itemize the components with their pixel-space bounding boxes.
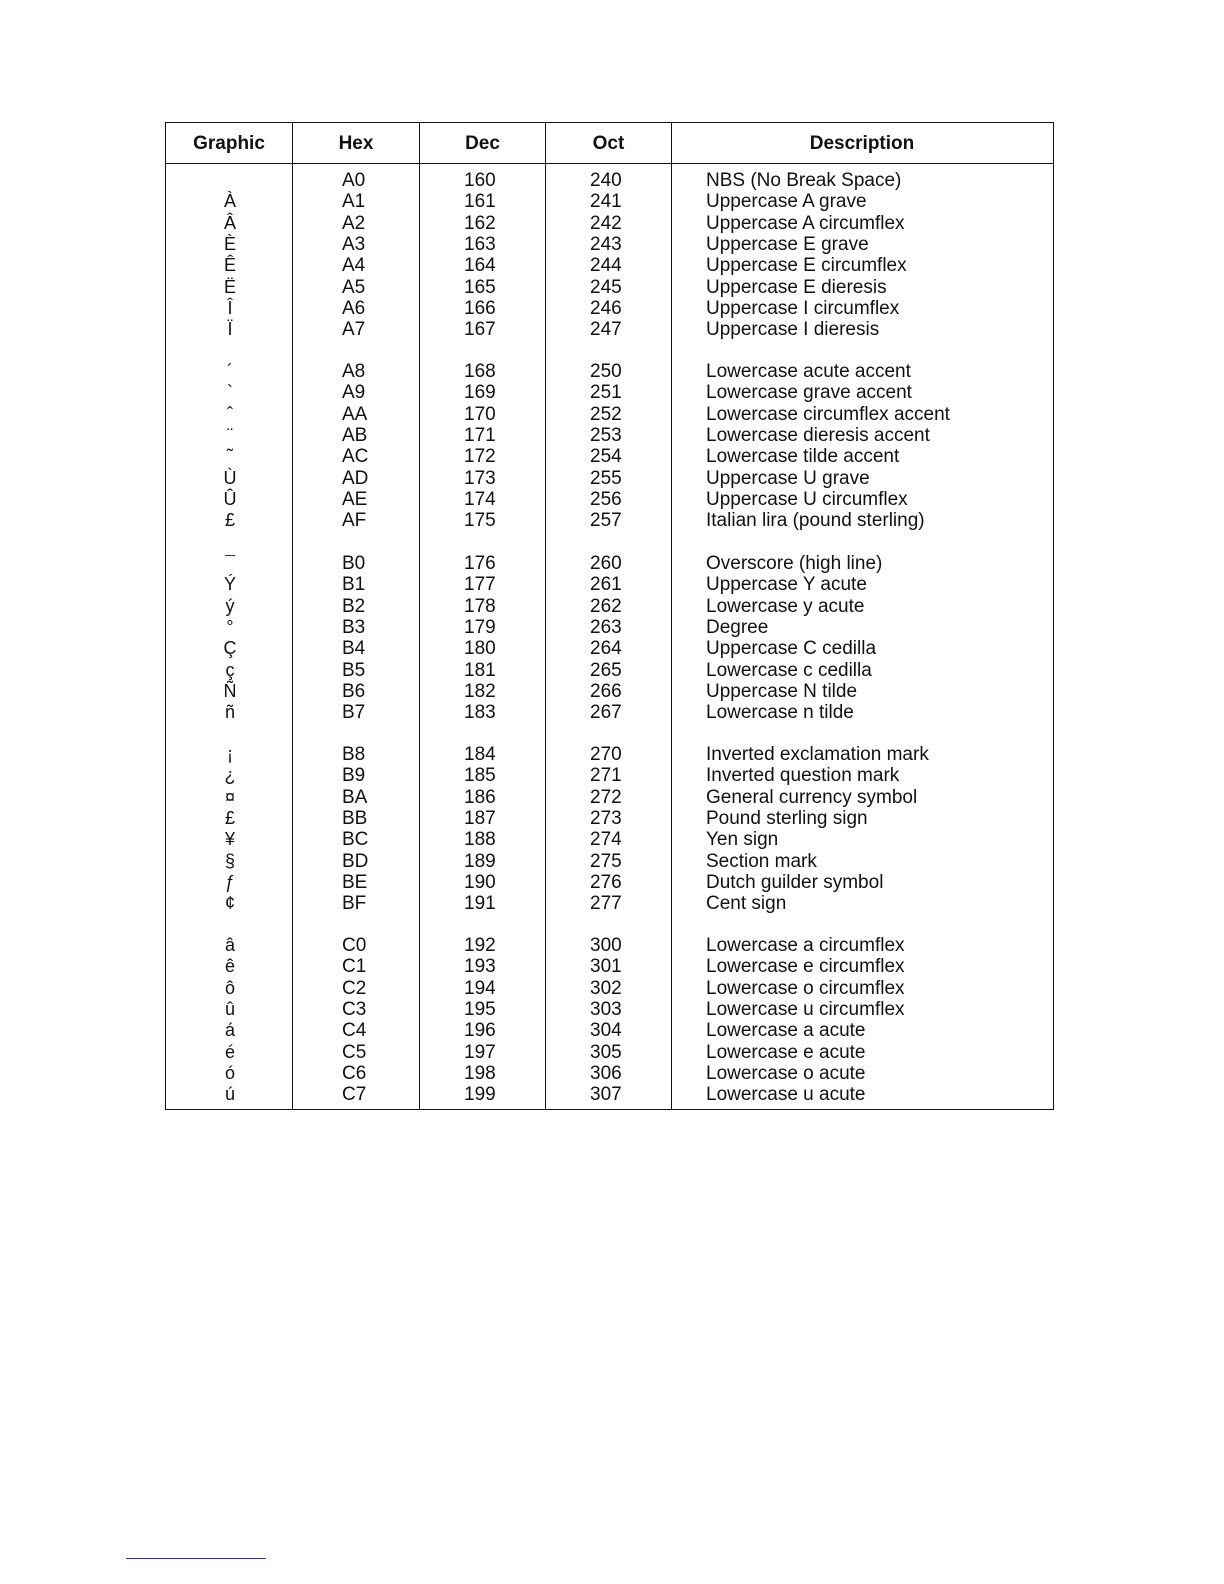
char-graphic: ´ bbox=[227, 361, 233, 381]
cell-dec: 170 bbox=[464, 403, 496, 425]
cell-description: Pound sterling sign bbox=[706, 807, 868, 829]
cell-description: Lowercase c cedilla bbox=[706, 659, 872, 681]
cell-dec: 174 bbox=[464, 488, 496, 510]
cell-description: Inverted exclamation mark bbox=[706, 744, 929, 765]
table-row bbox=[166, 999, 1052, 1020]
cell-dec: 175 bbox=[464, 510, 496, 532]
table-row bbox=[166, 596, 1052, 617]
cell-oct: 243 bbox=[590, 233, 622, 255]
cell-dec: 163 bbox=[464, 233, 496, 255]
cell-oct: 270 bbox=[590, 744, 622, 765]
cell-oct: 253 bbox=[590, 424, 622, 446]
char-graphic: Ï bbox=[227, 319, 233, 340]
cell-dec: 197 bbox=[464, 1041, 496, 1063]
char-graphic: ¯ bbox=[225, 553, 235, 573]
cell-description: Degree bbox=[706, 616, 769, 638]
cell-hex: B5 bbox=[342, 659, 366, 681]
char-graphic: È bbox=[223, 233, 236, 254]
cell-oct: 245 bbox=[590, 276, 622, 298]
cell-description: Uppercase N tilde bbox=[706, 680, 858, 702]
cell-hex: A8 bbox=[342, 361, 366, 382]
cell-oct: 302 bbox=[590, 977, 622, 999]
cell-description: Inverted question mark bbox=[706, 765, 900, 787]
cell-description: Lowercase tilde accent bbox=[706, 446, 900, 468]
cell-description: Uppercase U grave bbox=[706, 467, 870, 489]
cell-dec: 191 bbox=[464, 893, 496, 915]
cell-description: Lowercase n tilde bbox=[706, 702, 854, 724]
cell-oct: 241 bbox=[590, 191, 622, 213]
char-graphic: Ê bbox=[223, 255, 236, 276]
cell-hex: A1 bbox=[342, 191, 366, 213]
cell-oct: 304 bbox=[590, 1020, 622, 1042]
cell-description: Lowercase y acute bbox=[706, 595, 865, 617]
cell-description: Uppercase I dieresis bbox=[706, 319, 880, 341]
cell-oct: 265 bbox=[590, 659, 622, 681]
cell-dec: 190 bbox=[464, 871, 496, 893]
cell-oct: 275 bbox=[590, 850, 622, 872]
cell-hex: C7 bbox=[342, 1084, 367, 1106]
header-dec: Dec bbox=[465, 133, 500, 154]
cell-hex: AA bbox=[342, 403, 368, 425]
cell-description: Lowercase a acute bbox=[706, 1020, 866, 1042]
cell-hex: B3 bbox=[342, 616, 366, 638]
cell-hex: B4 bbox=[342, 638, 366, 660]
cell-oct: 277 bbox=[590, 893, 622, 915]
cell-dec: 177 bbox=[464, 574, 496, 596]
table-row bbox=[166, 425, 1052, 446]
cell-hex: BF bbox=[342, 893, 367, 915]
char-graphic: Ù bbox=[223, 467, 237, 488]
cell-dec: 161 bbox=[464, 191, 496, 213]
table-row bbox=[166, 681, 1052, 702]
cell-dec: 195 bbox=[464, 998, 496, 1020]
char-graphic: â bbox=[224, 935, 235, 955]
cell-dec: 171 bbox=[464, 424, 496, 446]
cell-dec: 168 bbox=[464, 361, 496, 382]
char-graphic: Î bbox=[227, 297, 233, 318]
cell-dec: 193 bbox=[464, 956, 496, 978]
cell-description: Uppercase E dieresis bbox=[706, 276, 887, 298]
char-graphic: ƒ bbox=[224, 871, 235, 892]
char-graphic: ° bbox=[226, 616, 234, 637]
table-row bbox=[166, 234, 1052, 255]
table-row bbox=[166, 956, 1052, 977]
char-graphic: ` bbox=[227, 382, 233, 403]
cell-hex: C6 bbox=[342, 1062, 367, 1084]
char-graphic: ¨ bbox=[227, 424, 233, 445]
cell-description: Uppercase E grave bbox=[706, 233, 869, 255]
cell-description: Uppercase A circumflex bbox=[706, 212, 905, 234]
cell-hex: B8 bbox=[342, 744, 366, 765]
cell-description: NBS (No Break Space) bbox=[706, 170, 902, 191]
cell-hex: BC bbox=[342, 829, 369, 851]
cell-description: Overscore (high line) bbox=[706, 553, 883, 574]
cell-dec: 166 bbox=[464, 297, 496, 319]
char-graphic: ú bbox=[224, 1084, 235, 1105]
cell-hex: B7 bbox=[342, 702, 366, 724]
cell-dec: 169 bbox=[464, 382, 496, 404]
cell-oct: 303 bbox=[590, 998, 622, 1020]
cell-dec: 162 bbox=[464, 212, 496, 234]
cell-dec: 165 bbox=[464, 276, 496, 298]
table-row bbox=[166, 361, 1052, 382]
cell-dec: 188 bbox=[464, 829, 496, 851]
char-graphic: ñ bbox=[224, 702, 235, 723]
table-row bbox=[166, 638, 1052, 659]
cell-oct: 307 bbox=[590, 1084, 622, 1106]
cell-hex: C4 bbox=[342, 1020, 367, 1042]
char-graphic: Ë bbox=[223, 276, 236, 297]
table-row bbox=[166, 277, 1052, 298]
char-graphic: Û bbox=[223, 488, 237, 509]
cell-hex: BE bbox=[342, 871, 368, 893]
cell-dec: 186 bbox=[464, 786, 496, 808]
cell-description: Lowercase o circumflex bbox=[706, 977, 905, 999]
table-row bbox=[166, 978, 1052, 999]
char-graphic: § bbox=[224, 850, 235, 871]
cell-hex: AE bbox=[342, 488, 368, 510]
char-graphic: ¡ bbox=[227, 744, 233, 764]
cell-description: Lowercase u circumflex bbox=[706, 998, 905, 1020]
cell-oct: 257 bbox=[590, 510, 622, 532]
char-graphic: é bbox=[224, 1041, 235, 1062]
cell-oct: 252 bbox=[590, 403, 622, 425]
cell-hex: B2 bbox=[342, 595, 366, 617]
cell-dec: 172 bbox=[464, 446, 496, 468]
cell-oct: 240 bbox=[590, 170, 622, 191]
table-row bbox=[166, 446, 1052, 467]
header-hex: Hex bbox=[338, 133, 374, 154]
cell-hex: BD bbox=[342, 850, 369, 872]
cell-hex: AC bbox=[342, 446, 369, 468]
cell-oct: 272 bbox=[590, 786, 622, 808]
table-row bbox=[166, 808, 1052, 829]
cell-dec: 178 bbox=[464, 595, 496, 617]
cell-oct: 274 bbox=[590, 829, 622, 851]
char-graphic: Ý bbox=[223, 574, 236, 595]
cell-description: Lowercase dieresis accent bbox=[706, 424, 930, 446]
cell-hex: C0 bbox=[342, 935, 367, 956]
cell-dec: 176 bbox=[464, 553, 496, 574]
cell-description: Uppercase I circumflex bbox=[706, 297, 900, 319]
char-graphic: ç bbox=[225, 659, 235, 680]
cell-oct: 247 bbox=[590, 319, 622, 341]
cell-hex: A9 bbox=[342, 382, 366, 404]
cell-oct: 246 bbox=[590, 297, 622, 319]
cell-description: Uppercase U circumflex bbox=[706, 488, 908, 510]
table-row bbox=[166, 1084, 1052, 1105]
table-row bbox=[166, 1020, 1052, 1041]
cell-description: Section mark bbox=[706, 850, 817, 872]
char-graphic: ¤ bbox=[224, 786, 235, 807]
cell-dec: 194 bbox=[464, 977, 496, 999]
cell-dec: 189 bbox=[464, 850, 496, 872]
cell-dec: 173 bbox=[464, 467, 496, 489]
char-graphic: á bbox=[224, 1020, 235, 1041]
cell-description: Uppercase A grave bbox=[706, 191, 867, 213]
cell-dec: 196 bbox=[464, 1020, 496, 1042]
cell-hex: B9 bbox=[342, 765, 366, 787]
cell-oct: 254 bbox=[590, 446, 622, 468]
cell-hex: C2 bbox=[342, 977, 367, 999]
char-graphic: Ç bbox=[223, 638, 237, 659]
char-graphic: £ bbox=[224, 510, 235, 531]
cell-hex: B6 bbox=[342, 680, 366, 702]
cell-oct: 264 bbox=[590, 638, 622, 660]
cell-oct: 263 bbox=[590, 616, 622, 638]
cell-oct: 266 bbox=[590, 680, 622, 702]
cell-oct: 276 bbox=[590, 871, 622, 893]
cell-description: Lowercase circumflex accent bbox=[706, 403, 950, 425]
cell-oct: 305 bbox=[590, 1041, 622, 1063]
cell-dec: 160 bbox=[464, 170, 496, 191]
char-graphic: ¢ bbox=[224, 893, 235, 914]
table-row bbox=[166, 765, 1052, 786]
table-row bbox=[166, 574, 1052, 595]
cell-dec: 164 bbox=[464, 255, 496, 277]
cell-dec: 187 bbox=[464, 807, 496, 829]
char-graphic: ˆ bbox=[227, 403, 233, 424]
table-row bbox=[166, 510, 1052, 531]
cell-hex: BB bbox=[342, 807, 368, 829]
character-code-table bbox=[165, 122, 1054, 1110]
cell-dec: 192 bbox=[464, 935, 496, 956]
cell-dec: 179 bbox=[464, 616, 496, 638]
table-row bbox=[166, 298, 1052, 319]
header-graphic: Graphic bbox=[193, 133, 265, 154]
cell-oct: 255 bbox=[590, 467, 622, 489]
table-row bbox=[166, 617, 1052, 638]
cell-description: Lowercase e circumflex bbox=[706, 956, 905, 978]
cell-description: Uppercase C cedilla bbox=[706, 638, 877, 660]
header-oct: Oct bbox=[592, 133, 625, 154]
cell-description: Lowercase o acute bbox=[706, 1062, 866, 1084]
cell-dec: 184 bbox=[464, 744, 496, 765]
table-row bbox=[166, 213, 1052, 234]
cell-oct: 261 bbox=[590, 574, 622, 596]
cell-hex: A5 bbox=[342, 276, 366, 298]
cell-description: Yen sign bbox=[706, 829, 779, 851]
cell-dec: 182 bbox=[464, 680, 496, 702]
cell-oct: 267 bbox=[590, 702, 622, 724]
cell-hex: BA bbox=[342, 786, 368, 808]
cell-hex: B0 bbox=[342, 553, 366, 574]
cell-oct: 273 bbox=[590, 807, 622, 829]
table-row bbox=[166, 660, 1052, 681]
cell-description: Italian lira (pound sterling) bbox=[706, 510, 925, 532]
cell-oct: 251 bbox=[590, 382, 622, 404]
cell-oct: 250 bbox=[590, 361, 622, 382]
cell-hex: B1 bbox=[342, 574, 366, 596]
table-row bbox=[166, 787, 1052, 808]
cell-description: Lowercase u acute bbox=[706, 1084, 866, 1106]
cell-description: Lowercase acute accent bbox=[706, 361, 911, 382]
cell-oct: 262 bbox=[590, 595, 622, 617]
table-row bbox=[166, 1063, 1052, 1084]
cell-dec: 180 bbox=[464, 638, 496, 660]
char-graphic: Ñ bbox=[223, 680, 237, 701]
cell-hex: C1 bbox=[342, 956, 367, 978]
table-row bbox=[166, 935, 1052, 956]
cell-dec: 183 bbox=[464, 702, 496, 724]
cell-hex: AB bbox=[342, 424, 368, 446]
table-row bbox=[166, 851, 1052, 872]
cell-hex: A7 bbox=[342, 319, 366, 341]
table-row bbox=[166, 404, 1052, 425]
table-row bbox=[166, 1042, 1052, 1063]
table-row bbox=[166, 829, 1052, 850]
char-graphic: Â bbox=[223, 212, 236, 233]
char-graphic: ô bbox=[224, 977, 235, 998]
cell-oct: 301 bbox=[590, 956, 622, 978]
footer-rule bbox=[126, 1558, 266, 1559]
table-row bbox=[166, 489, 1052, 510]
char-graphic: À bbox=[223, 191, 236, 212]
cell-dec: 198 bbox=[464, 1062, 496, 1084]
cell-hex: A6 bbox=[342, 297, 366, 319]
table-row bbox=[166, 553, 1052, 574]
char-graphic: ê bbox=[224, 956, 235, 977]
header-description: Description bbox=[809, 133, 915, 154]
cell-description: General currency symbol bbox=[706, 786, 918, 808]
cell-oct: 271 bbox=[590, 765, 622, 787]
char-graphic: ¿ bbox=[224, 765, 236, 786]
cell-oct: 242 bbox=[590, 212, 622, 234]
cell-dec: 181 bbox=[464, 659, 496, 681]
cell-dec: 167 bbox=[464, 319, 496, 341]
cell-hex: A3 bbox=[342, 233, 366, 255]
cell-oct: 244 bbox=[590, 255, 622, 277]
table-row bbox=[166, 468, 1052, 489]
cell-description: Uppercase E circumflex bbox=[706, 255, 907, 277]
cell-description: Lowercase a circumflex bbox=[706, 935, 905, 956]
char-graphic: ó bbox=[224, 1062, 235, 1083]
table-row bbox=[166, 255, 1052, 276]
char-graphic: û bbox=[224, 998, 235, 1019]
table-row bbox=[166, 319, 1052, 340]
table-row bbox=[166, 191, 1052, 212]
header-divider bbox=[166, 163, 1053, 164]
cell-oct: 260 bbox=[590, 553, 622, 574]
cell-description: Dutch guilder symbol bbox=[706, 871, 884, 893]
cell-description: Cent sign bbox=[706, 893, 787, 915]
cell-hex: AD bbox=[342, 467, 369, 489]
cell-description: Lowercase grave accent bbox=[706, 382, 912, 404]
cell-description: Uppercase Y acute bbox=[706, 574, 867, 596]
cell-oct: 300 bbox=[590, 935, 622, 956]
char-graphic: £ bbox=[224, 807, 235, 828]
cell-hex: AF bbox=[342, 510, 367, 532]
char-graphic: ý bbox=[225, 595, 235, 616]
table-row bbox=[166, 744, 1052, 765]
cell-hex: A0 bbox=[342, 170, 366, 191]
cell-hex: A2 bbox=[342, 212, 366, 234]
cell-hex: C3 bbox=[342, 998, 367, 1020]
cell-dec: 199 bbox=[464, 1084, 496, 1106]
table-row bbox=[166, 702, 1052, 723]
table-row bbox=[166, 893, 1052, 914]
cell-oct: 306 bbox=[590, 1062, 622, 1084]
char-graphic: ¥ bbox=[224, 829, 235, 850]
table-row bbox=[166, 872, 1052, 893]
cell-hex: A4 bbox=[342, 255, 366, 277]
table-row bbox=[166, 170, 1052, 191]
cell-hex: C5 bbox=[342, 1041, 367, 1063]
table-row bbox=[166, 382, 1052, 403]
char-graphic: ˜ bbox=[227, 446, 233, 467]
cell-dec: 185 bbox=[464, 765, 496, 787]
cell-oct: 256 bbox=[590, 488, 622, 510]
cell-description: Lowercase e acute bbox=[706, 1041, 866, 1063]
